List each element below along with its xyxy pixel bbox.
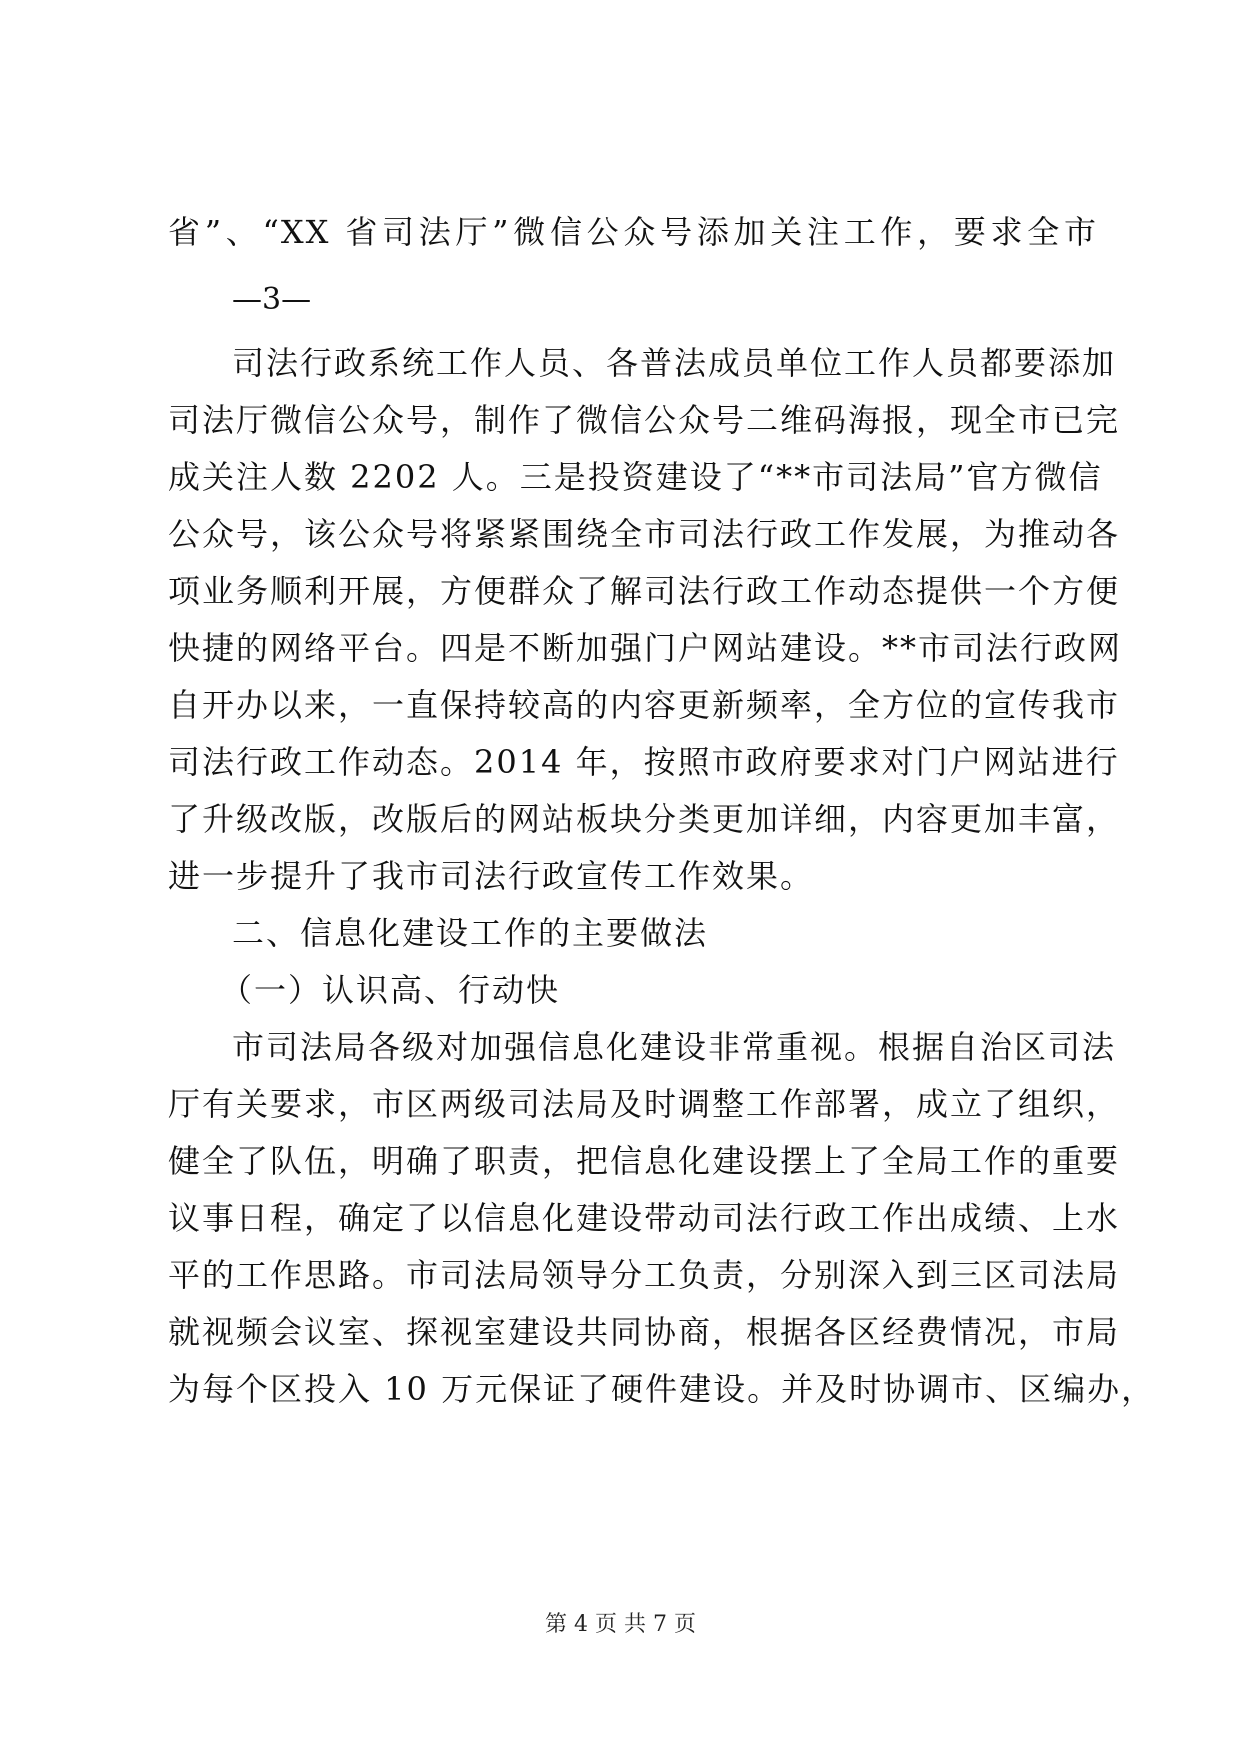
- body-line: 司法厅微信公众号，制作了微信公众号二维码海报，现全市已完: [168, 401, 1121, 439]
- body-line: 项业务顺利开展，方便群众了解司法行政工作动态提供一个方便: [168, 572, 1121, 610]
- page-marker: —3—: [232, 282, 312, 317]
- paragraph-line: 司法行政系统工作人员、各普法成员单位工作人员都要添加: [232, 344, 1117, 382]
- body-line: 司法行政工作动态。2014 年，按照市政府要求对门户网站进行: [168, 743, 1120, 781]
- body-line: 进一步提升了我市司法行政宣传工作效果。: [168, 857, 815, 895]
- body-line: 就视频会议室、探视室建设共同协商，根据各区经费情况，市局: [168, 1313, 1121, 1351]
- body-line: 自开办以来，一直保持较高的内容更新频率，全方位的宣传我市: [168, 686, 1121, 724]
- page-footer: 第 4 页 共 7 页: [545, 1612, 696, 1637]
- body-line: 议事日程，确定了以信息化建设带动司法行政工作出成绩、上水: [168, 1199, 1121, 1237]
- body-line: 健全了队伍，明确了职责，把信息化建设摆上了全局工作的重要: [168, 1142, 1121, 1180]
- section-heading: 二、信息化建设工作的主要做法: [232, 914, 709, 952]
- body-line: 了升级改版，改版后的网站板块分类更加详细，内容更加丰富，: [168, 800, 1121, 838]
- body-line: 公众号，该公众号将紧紧围绕全市司法行政工作发展，为推动各: [168, 515, 1121, 553]
- body-line: 厅有关要求，市区两级司法局及时调整工作部署，成立了组织，: [168, 1085, 1121, 1123]
- body-line: 为每个区投入 10 万元保证了硬件建设。并及时协调市、区编办，: [168, 1370, 1156, 1408]
- body-line: 快捷的网络平台。四是不断加强门户网站建设。**市司法行政网: [168, 629, 1123, 667]
- paragraph-line: 市司法局各级对加强信息化建设非常重视。根据自治区司法: [232, 1028, 1117, 1066]
- subsection-heading: （一）认识高、行动快: [220, 971, 561, 1009]
- body-line: 省”、“XX 省司法厅”微信公众号添加关注工作，要求全市: [168, 213, 1098, 251]
- body-line: 平的工作思路。市司法局领导分工负责，分别深入到三区司法局: [168, 1256, 1121, 1294]
- body-line: 成关注人数 2202 人。三是投资建设了“**市司法局”官方微信: [168, 458, 1103, 496]
